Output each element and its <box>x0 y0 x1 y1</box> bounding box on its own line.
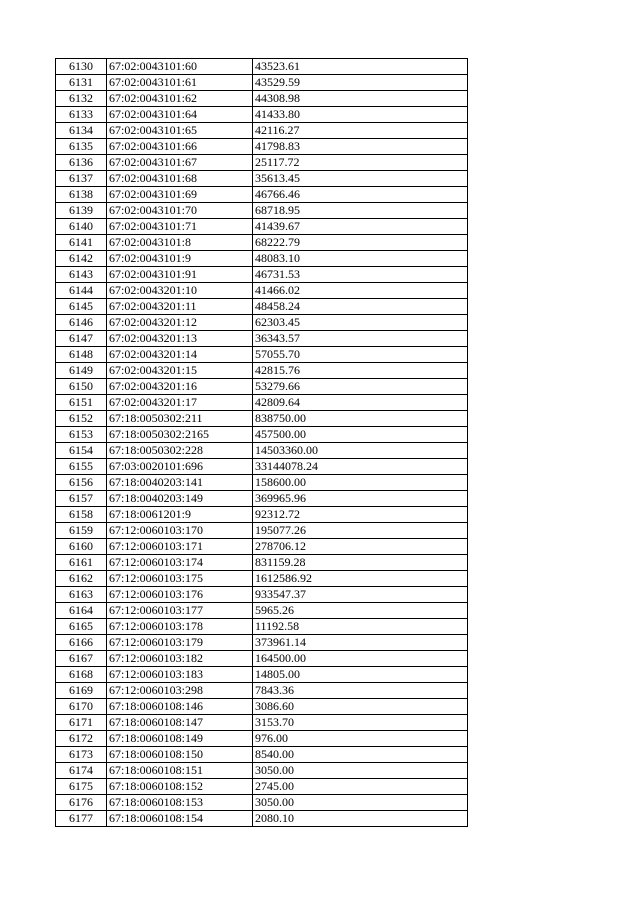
table-row <box>56 443 468 459</box>
cadastral-value-cell: 158600.00 <box>253 475 468 491</box>
cadastral-value-cell: 838750.00 <box>253 411 468 427</box>
row-number-cell: 6139 <box>56 203 107 219</box>
table-row <box>56 523 468 539</box>
table-row <box>56 619 468 635</box>
row-number-cell: 6146 <box>56 315 107 331</box>
row-number-cell: 6172 <box>56 731 107 747</box>
cadastral-value-cell: 41433.80 <box>253 107 468 123</box>
row-number-cell: 6177 <box>56 811 107 827</box>
cadastral-value-table <box>55 58 468 827</box>
cadastral-number-cell: 67:18:0050302:228 <box>107 443 253 459</box>
table-row <box>56 491 468 507</box>
cadastral-value-cell: 68718.95 <box>253 203 468 219</box>
cadastral-number-cell: 67:18:0040203:149 <box>107 491 253 507</box>
row-number-cell: 6167 <box>56 651 107 667</box>
cadastral-number-cell: 67:12:0060103:170 <box>107 523 253 539</box>
cadastral-value-cell: 46766.46 <box>253 187 468 203</box>
table-row <box>56 427 468 443</box>
cadastral-value-cell: 457500.00 <box>253 427 468 443</box>
row-number-cell: 6154 <box>56 443 107 459</box>
row-number-cell: 6173 <box>56 747 107 763</box>
cadastral-value-cell: 2745.00 <box>253 779 468 795</box>
cadastral-number-cell: 67:02:0043101:70 <box>107 203 253 219</box>
cadastral-number-cell: 67:02:0043201:15 <box>107 363 253 379</box>
cadastral-value-cell: 195077.26 <box>253 523 468 539</box>
cadastral-number-cell: 67:02:0043201:14 <box>107 347 253 363</box>
row-number-cell: 6175 <box>56 779 107 795</box>
cadastral-number-cell: 67:02:0043201:16 <box>107 379 253 395</box>
row-number-cell: 6163 <box>56 587 107 603</box>
row-number-cell: 6156 <box>56 475 107 491</box>
row-number-cell: 6170 <box>56 699 107 715</box>
table-row <box>56 763 468 779</box>
cadastral-number-cell: 67:18:0060108:150 <box>107 747 253 763</box>
cadastral-number-cell: 67:12:0060103:179 <box>107 635 253 651</box>
table-row <box>56 507 468 523</box>
cadastral-value-cell: 3086.60 <box>253 699 468 715</box>
row-number-cell: 6155 <box>56 459 107 475</box>
row-number-cell: 6133 <box>56 107 107 123</box>
cadastral-value-cell: 11192.58 <box>253 619 468 635</box>
cadastral-value-cell: 831159.28 <box>253 555 468 571</box>
row-number-cell: 6168 <box>56 667 107 683</box>
cadastral-number-cell: 67:03:0020101:696 <box>107 459 253 475</box>
cadastral-value-cell: 278706.12 <box>253 539 468 555</box>
table-row <box>56 811 468 827</box>
table-row <box>56 299 468 315</box>
table-row <box>56 171 468 187</box>
row-number-cell: 6131 <box>56 75 107 91</box>
cadastral-number-cell: 67:02:0043201:13 <box>107 331 253 347</box>
row-number-cell: 6166 <box>56 635 107 651</box>
cadastral-value-cell: 42116.27 <box>253 123 468 139</box>
table-row <box>56 795 468 811</box>
row-number-cell: 6165 <box>56 619 107 635</box>
table-row <box>56 411 468 427</box>
table-row <box>56 475 468 491</box>
table-row <box>56 283 468 299</box>
cadastral-value-cell: 41439.67 <box>253 219 468 235</box>
table-body <box>56 59 468 827</box>
row-number-cell: 6138 <box>56 187 107 203</box>
cadastral-value-cell: 1612586.92 <box>253 571 468 587</box>
table-row <box>56 203 468 219</box>
cadastral-value-cell: 164500.00 <box>253 651 468 667</box>
table-row <box>56 779 468 795</box>
row-number-cell: 6160 <box>56 539 107 555</box>
table-row <box>56 347 468 363</box>
table-row <box>56 315 468 331</box>
table-row <box>56 123 468 139</box>
table-row <box>56 107 468 123</box>
cadastral-number-cell: 67:12:0060103:175 <box>107 571 253 587</box>
cadastral-number-cell: 67:18:0060108:151 <box>107 763 253 779</box>
table-row <box>56 91 468 107</box>
row-number-cell: 6132 <box>56 91 107 107</box>
cadastral-number-cell: 67:02:0043101:71 <box>107 219 253 235</box>
table-row <box>56 75 468 91</box>
table-row <box>56 59 468 75</box>
row-number-cell: 6136 <box>56 155 107 171</box>
cadastral-value-cell: 44308.98 <box>253 91 468 107</box>
cadastral-value-cell: 43529.59 <box>253 75 468 91</box>
cadastral-number-cell: 67:18:0060108:146 <box>107 699 253 715</box>
cadastral-number-cell: 67:02:0043101:91 <box>107 267 253 283</box>
cadastral-number-cell: 67:12:0060103:171 <box>107 539 253 555</box>
cadastral-value-cell: 976.00 <box>253 731 468 747</box>
cadastral-number-cell: 67:02:0043201:12 <box>107 315 253 331</box>
table-row <box>56 459 468 475</box>
row-number-cell: 6158 <box>56 507 107 523</box>
cadastral-number-cell: 67:18:0060108:149 <box>107 731 253 747</box>
cadastral-number-cell: 67:02:0043101:66 <box>107 139 253 155</box>
cadastral-value-cell: 53279.66 <box>253 379 468 395</box>
cadastral-number-cell: 67:18:0061201:9 <box>107 507 253 523</box>
table-row <box>56 395 468 411</box>
table-row <box>56 155 468 171</box>
cadastral-value-cell: 35613.45 <box>253 171 468 187</box>
table-row <box>56 731 468 747</box>
cadastral-value-cell: 41466.02 <box>253 283 468 299</box>
cadastral-number-cell: 67:02:0043101:69 <box>107 187 253 203</box>
table-row <box>56 219 468 235</box>
cadastral-value-cell: 41798.83 <box>253 139 468 155</box>
cadastral-value-cell: 369965.96 <box>253 491 468 507</box>
cadastral-value-cell: 42809.64 <box>253 395 468 411</box>
cadastral-number-cell: 67:18:0060108:154 <box>107 811 253 827</box>
table-row <box>56 555 468 571</box>
table-row <box>56 251 468 267</box>
row-number-cell: 6157 <box>56 491 107 507</box>
cadastral-number-cell: 67:12:0060103:177 <box>107 603 253 619</box>
table-row <box>56 587 468 603</box>
row-number-cell: 6159 <box>56 523 107 539</box>
row-number-cell: 6137 <box>56 171 107 187</box>
cadastral-number-cell: 67:02:0043101:67 <box>107 155 253 171</box>
table-row <box>56 603 468 619</box>
cadastral-number-cell: 67:02:0043101:8 <box>107 235 253 251</box>
cadastral-number-cell: 67:18:0060108:147 <box>107 715 253 731</box>
row-number-cell: 6150 <box>56 379 107 395</box>
cadastral-number-cell: 67:02:0043101:9 <box>107 251 253 267</box>
row-number-cell: 6162 <box>56 571 107 587</box>
row-number-cell: 6142 <box>56 251 107 267</box>
row-number-cell: 6153 <box>56 427 107 443</box>
cadastral-value-cell: 36343.57 <box>253 331 468 347</box>
row-number-cell: 6141 <box>56 235 107 251</box>
table-row <box>56 699 468 715</box>
cadastral-number-cell: 67:18:0050302:211 <box>107 411 253 427</box>
cadastral-number-cell: 67:02:0043201:11 <box>107 299 253 315</box>
cadastral-number-cell: 67:12:0060103:178 <box>107 619 253 635</box>
cadastral-value-cell: 3050.00 <box>253 763 468 779</box>
row-number-cell: 6169 <box>56 683 107 699</box>
cadastral-number-cell: 67:18:0060108:152 <box>107 779 253 795</box>
row-number-cell: 6171 <box>56 715 107 731</box>
table-row <box>56 715 468 731</box>
row-number-cell: 6147 <box>56 331 107 347</box>
cadastral-value-cell: 48083.10 <box>253 251 468 267</box>
cadastral-number-cell: 67:18:0050302:2165 <box>107 427 253 443</box>
cadastral-number-cell: 67:02:0043201:17 <box>107 395 253 411</box>
cadastral-value-cell: 68222.79 <box>253 235 468 251</box>
cadastral-value-cell: 14805.00 <box>253 667 468 683</box>
cadastral-value-cell: 8540.00 <box>253 747 468 763</box>
table-row <box>56 139 468 155</box>
table-row <box>56 747 468 763</box>
cadastral-value-cell: 43523.61 <box>253 59 468 75</box>
cadastral-value-cell: 46731.53 <box>253 267 468 283</box>
row-number-cell: 6149 <box>56 363 107 379</box>
cadastral-number-cell: 67:12:0060103:183 <box>107 667 253 683</box>
cadastral-number-cell: 67:02:0043101:61 <box>107 75 253 91</box>
row-number-cell: 6130 <box>56 59 107 75</box>
cadastral-value-cell: 14503360.00 <box>253 443 468 459</box>
cadastral-value-cell: 62303.45 <box>253 315 468 331</box>
cadastral-value-cell: 5965.26 <box>253 603 468 619</box>
cadastral-number-cell: 67:12:0060103:298 <box>107 683 253 699</box>
row-number-cell: 6148 <box>56 347 107 363</box>
table-row <box>56 331 468 347</box>
cadastral-value-cell: 42815.76 <box>253 363 468 379</box>
cadastral-number-cell: 67:02:0043101:60 <box>107 59 253 75</box>
cadastral-value-cell: 7843.36 <box>253 683 468 699</box>
cadastral-value-cell: 92312.72 <box>253 507 468 523</box>
table-row <box>56 187 468 203</box>
row-number-cell: 6135 <box>56 139 107 155</box>
cadastral-number-cell: 67:18:0060108:153 <box>107 795 253 811</box>
cadastral-number-cell: 67:02:0043201:10 <box>107 283 253 299</box>
row-number-cell: 6174 <box>56 763 107 779</box>
table-row <box>56 651 468 667</box>
row-number-cell: 6151 <box>56 395 107 411</box>
row-number-cell: 6161 <box>56 555 107 571</box>
table-row <box>56 667 468 683</box>
cadastral-value-cell: 25117.72 <box>253 155 468 171</box>
cadastral-number-cell: 67:12:0060103:176 <box>107 587 253 603</box>
cadastral-value-cell: 48458.24 <box>253 299 468 315</box>
cadastral-number-cell: 67:02:0043101:62 <box>107 91 253 107</box>
cadastral-value-cell: 373961.14 <box>253 635 468 651</box>
row-number-cell: 6140 <box>56 219 107 235</box>
row-number-cell: 6176 <box>56 795 107 811</box>
cadastral-value-cell: 33144078.24 <box>253 459 468 475</box>
row-number-cell: 6144 <box>56 283 107 299</box>
table-row <box>56 683 468 699</box>
row-number-cell: 6152 <box>56 411 107 427</box>
table-row <box>56 379 468 395</box>
table-row <box>56 539 468 555</box>
cadastral-value-cell: 57055.70 <box>253 347 468 363</box>
table-row <box>56 635 468 651</box>
row-number-cell: 6143 <box>56 267 107 283</box>
cadastral-value-cell: 3050.00 <box>253 795 468 811</box>
table-row <box>56 235 468 251</box>
cadastral-value-cell: 3153.70 <box>253 715 468 731</box>
row-number-cell: 6164 <box>56 603 107 619</box>
row-number-cell: 6134 <box>56 123 107 139</box>
cadastral-number-cell: 67:18:0040203:141 <box>107 475 253 491</box>
cadastral-value-cell: 2080.10 <box>253 811 468 827</box>
table-row <box>56 267 468 283</box>
cadastral-number-cell: 67:02:0043101:68 <box>107 171 253 187</box>
cadastral-number-cell: 67:02:0043101:65 <box>107 123 253 139</box>
table-row <box>56 363 468 379</box>
cadastral-number-cell: 67:12:0060103:182 <box>107 651 253 667</box>
cadastral-number-cell: 67:02:0043101:64 <box>107 107 253 123</box>
cadastral-number-cell: 67:12:0060103:174 <box>107 555 253 571</box>
cadastral-value-cell: 933547.37 <box>253 587 468 603</box>
row-number-cell: 6145 <box>56 299 107 315</box>
table-row <box>56 571 468 587</box>
